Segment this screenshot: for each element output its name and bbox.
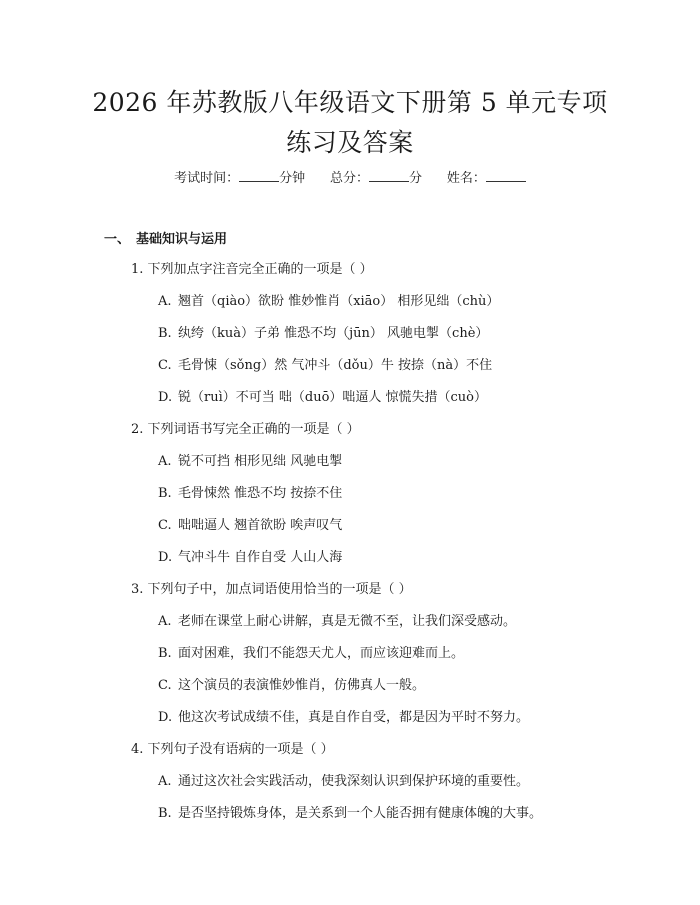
option-text: 翘首（qiào）欲盼 惟妙惟肖（xiāo） 相形见绌（chù） [178,294,500,309]
section-heading [104,231,227,249]
option-letter: D. [158,390,173,405]
option-text: 通过这次社会实践活动，使我深刻认识到保护环境的重要性。 [178,774,530,789]
question-4-stem: 4. 下列句子没有语病的一项是（ ） [131,742,334,757]
question-1-stem: 1. 下列加点字注音完全正确的一项是（ ） [131,262,373,277]
option-letter: D. [158,550,173,565]
option-letter: B. [158,646,172,661]
question-2-option-d [158,549,342,567]
question-3-option-c [158,677,425,695]
option-letter: B. [158,326,172,341]
option-letter: C. [158,358,172,373]
question-1-option-d [158,389,487,407]
option-letter: C. [158,518,172,533]
question-2-option-b [158,485,342,503]
name-label: 姓名： [446,171,486,186]
option-text: 咄咄逼人 翘首欲盼 唉声叹气 [178,518,343,533]
option-letter: D. [158,710,173,725]
option-text: 毛骨悚然 惟恐不均 按捺不住 [178,486,343,501]
score-label: 总分： [329,171,369,186]
option-text: 锐（ruì）不可当 咄（duō）咄逼人 惊慌失措（cuò） [178,390,488,405]
option-letter: B. [158,486,172,501]
document-title-line-1: 2026 年苏教版八年级语文下册第 5 单元专项 [92,88,608,117]
section-title: 基础知识与运用 [136,232,228,247]
time-label: 考试时间： [174,171,240,186]
question-4-option-a [158,773,529,791]
option-text: 他这次考试成绩不佳，真是自作自受，都是因为平时不努力。 [178,710,530,725]
option-letter: B. [158,806,172,821]
option-letter: A. [158,614,172,629]
question-2-option-a [158,453,342,471]
question-2-option-c [158,517,342,535]
question-2-stem: 2. 下列词语书写完全正确的一项是（ ） [131,422,360,437]
option-letter: A. [158,454,172,469]
section-number: 一、 [104,232,131,247]
score-unit: 分 [409,171,423,186]
question-1-option-a [158,293,499,311]
option-text: 毛骨悚（sǒng）然 气冲斗（dǒu）牛 按捺（nà）不住 [178,358,493,373]
document-title-line-2: 练习及答案 [286,128,414,157]
time-blank [239,169,279,182]
option-text: 纨绔（kuà）子弟 惟恐不均（jūn） 风驰电掣（chè） [178,326,489,341]
option-text: 气冲斗牛 自作自受 人山人海 [178,550,343,565]
question-3-option-b [158,645,464,663]
option-text: 面对困难，我们不能怨天尤人，而应该迎难而上。 [178,646,465,661]
question-3-option-a [158,613,516,631]
option-text: 锐不可挡 相形见绌 风驰电掣 [178,454,343,469]
option-letter: A. [158,774,172,789]
option-text: 这个演员的表演惟妙惟肖，仿佛真人一般。 [178,678,426,693]
question-3-stem: 3. 下列句子中，加点词语使用恰当的一项是（ ） [131,582,412,597]
option-text: 是否坚持锻炼身体，是关系到一个人能否拥有健康体魄的大事。 [178,806,543,821]
question-3-option-d [158,709,529,727]
option-letter: A. [158,294,172,309]
name-blank [486,169,526,182]
option-letter: C. [158,678,172,693]
time-unit: 分钟 [279,171,306,186]
question-1-option-c [158,357,492,375]
question-4-option-b [158,805,542,823]
score-blank [369,169,409,182]
question-1-option-b [158,325,488,343]
exam-info-row [0,169,700,188]
option-text: 老师在课堂上耐心讲解，真是无微不至，让我们深受感动。 [178,614,517,629]
